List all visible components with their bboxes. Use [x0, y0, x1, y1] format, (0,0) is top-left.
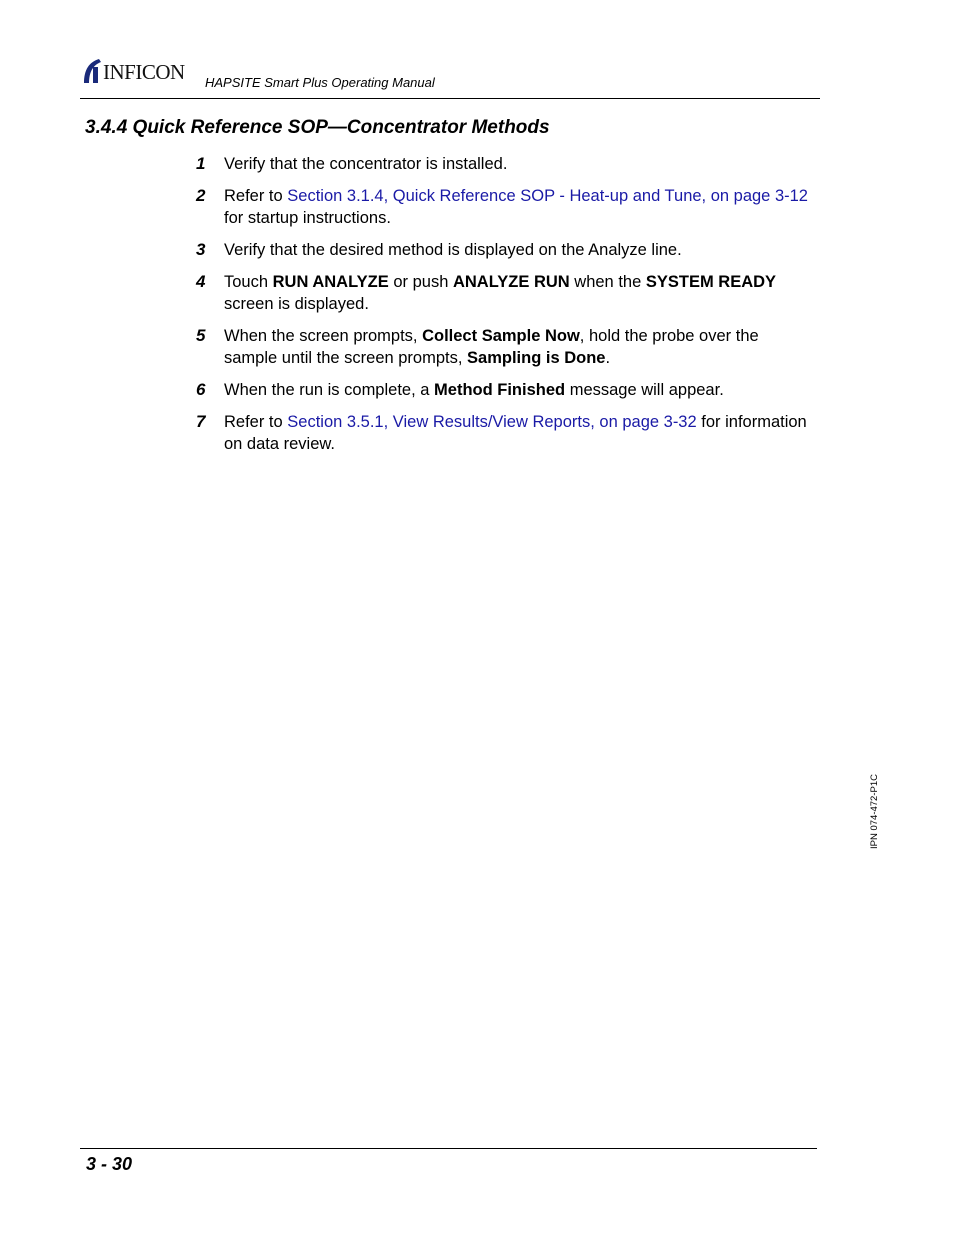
step-number: 6 [196, 380, 206, 399]
system-ready-label: SYSTEM READY [645, 273, 777, 291]
step-text: Verify that the desired method is displayed on the Analyze line. [224, 241, 682, 259]
step-text: for startup instructions. [224, 209, 391, 227]
ipn-side-note: IPN 074-472-P1C [869, 774, 880, 849]
step-text: for information on data review. [224, 413, 807, 453]
step-text: , hold the probe over the sample until the screen prompts, [224, 327, 759, 367]
document-title: HAPSITE Smart Plus Operating Manual [205, 75, 435, 90]
sampling-is-done-label: Sampling is Done [467, 349, 606, 367]
step-list [196, 153, 816, 455]
logo-wordmark: INFICON [103, 60, 185, 84]
step-number: 3 [196, 240, 206, 259]
page-number: 3 - 30 [86, 1154, 133, 1174]
step-text: Verify that the concentrator is installed. [224, 155, 508, 173]
step-4 [196, 271, 816, 315]
step-1 [196, 153, 816, 175]
step-number: 2 [196, 186, 206, 205]
step-number: 5 [196, 326, 206, 345]
step-text: Touch [224, 273, 273, 291]
step-text: or push [388, 273, 453, 291]
step-6 [196, 379, 816, 401]
step-7 [196, 411, 816, 455]
footer-divider [80, 1148, 817, 1149]
step-text: . [605, 349, 611, 367]
step-text: screen is displayed. [224, 295, 369, 313]
step-2 [196, 185, 816, 229]
run-analyze-label: RUN ANALYZE [272, 273, 389, 291]
step-text: When the run is complete, a [224, 381, 435, 399]
step-text: when the [569, 273, 646, 291]
step-number: 1 [196, 154, 206, 173]
collect-sample-now-label: Collect Sample Now [422, 327, 580, 345]
step-text: Refer to [224, 187, 288, 205]
header-divider [80, 98, 820, 99]
step-number: 4 [196, 272, 206, 291]
inficon-logo-mark-icon [80, 58, 102, 84]
step-3 [196, 239, 816, 261]
method-finished-label: Method Finished [434, 381, 566, 399]
section-3-1-4-link[interactable]: Section 3.1.4, Quick Reference SOP - Heat-up and Tune, on page 3-12 [287, 187, 808, 205]
step-text: Refer to [224, 413, 288, 431]
section-title: 3.4.4 Quick Reference SOP—Concentrator Methods [85, 117, 550, 138]
analyze-run-label: ANALYZE RUN [452, 273, 570, 291]
step-text: message will appear. [565, 381, 724, 399]
step-text: When the screen prompts, [224, 327, 423, 345]
step-5 [196, 325, 816, 369]
step-number: 7 [196, 412, 206, 431]
inficon-logo [80, 58, 196, 84]
section-3-5-1-link[interactable]: Section 3.5.1, View Results/View Reports, on page 3-32 [287, 413, 697, 431]
